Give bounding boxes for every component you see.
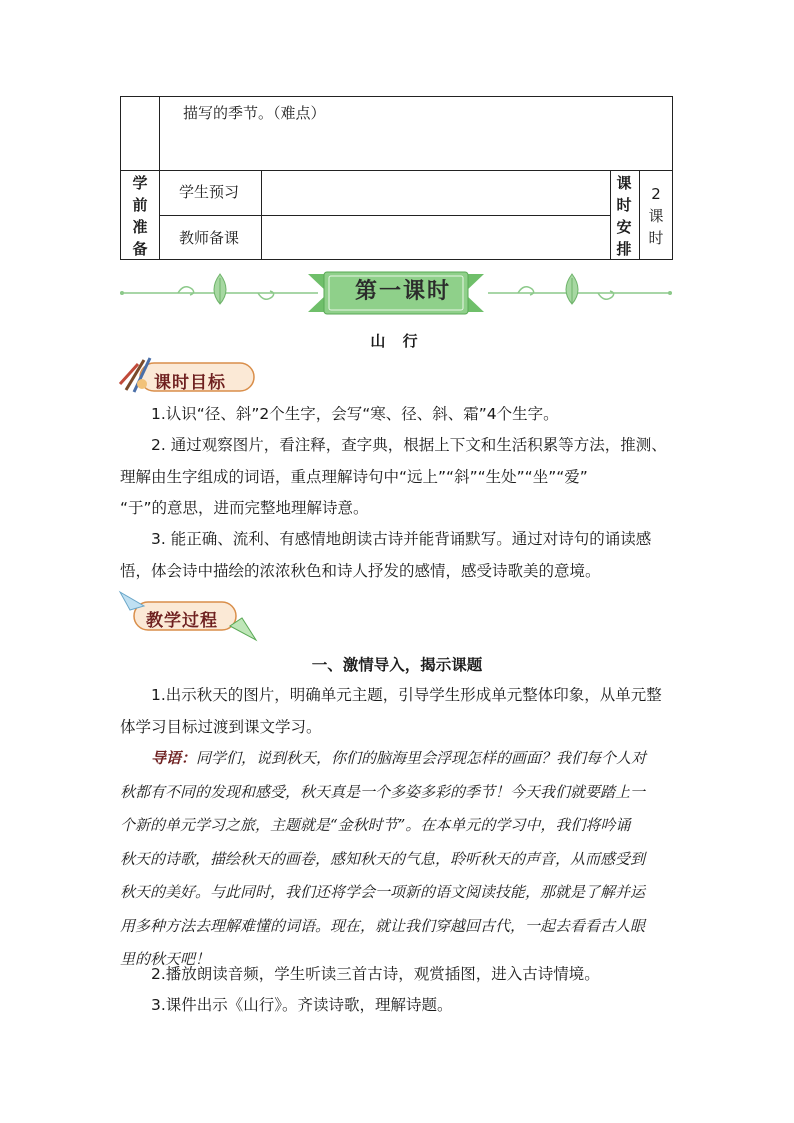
goal-item-2: 2. 通过观察图片，看注释，查字典，根据上下文和生活积累等方法，推测、 理解由生字组成的词语，重点理解诗句中“远上”“斜”“生处”“坐”“爱” “于”的意思，进而完整地理解诗意。: [120, 436, 667, 517]
schedule-label-vertical: 课 时 安 排: [616, 174, 632, 258]
guide-paragraph: 导语：同学们，说到秋天，你们的脑海里会浮现怎样的画面？我们每个人对 秋都有不同的发现和感受，秋天真是一个多姿多彩的季节！今天我们就要踏上一 个新的单元学习之旅，主题就是“金秋时节”。在本单元的学习中，我们将吟诵 秋天的诗歌，描绘秋天的画卷，感知秋天的气息，聆听秋天的声音，从而感受到 秋天的美好。与此同时，我们还将学会一项新的语文阅读技能，那就是了解并运 用多种方法去理解难懂的词语。现在，就让我们穿越回古代，一起去看看古人眼 里的秋天吧！: [120, 749, 647, 968]
section-heading: 一、激情导入，揭示课题: [311, 656, 483, 674]
schedule-value: 2 课 时: [648, 185, 664, 247]
goal-item-3: 3. 能正确、流利、有感情地朗读古诗并能背诵默写。通过对诗句的诵读感 悟，体会诗中描绘的浓浓秋色和诗人抒发的感情，感受诗歌美的意境。: [120, 530, 652, 580]
goal-item-1: 1.认识“径、斜”2个生字，会写“寒、径、斜、霜”4个生字。: [151, 405, 559, 423]
row-label-student-preview: 学生预习: [179, 183, 240, 201]
table-top-text: 描写的季节。（难点）: [183, 104, 326, 122]
leaf-icon: [566, 274, 578, 304]
table-divider: [159, 96, 160, 260]
step-3: 3.课件出示《山行》。齐读诗歌，理解诗题。: [151, 996, 453, 1014]
table-divider: [610, 170, 611, 260]
goals-badge-label: 课时目标: [154, 373, 226, 393]
row-label-teacher-prep: 教师备课: [179, 229, 240, 247]
poem-title: 山 行: [370, 332, 424, 350]
step-2: 2.播放朗读音频，学生听读三首古诗，观赏插图，进入古诗情境。: [151, 965, 600, 983]
guide-label: 导语：: [151, 749, 197, 767]
banner-title: 第一课时: [354, 278, 451, 304]
leaf-icon: [214, 274, 226, 304]
section-label-vertical: 学 前 准 备: [132, 174, 148, 258]
table-divider: [639, 170, 640, 260]
table-divider: [120, 170, 673, 171]
process-badge-label: 教学过程: [146, 611, 218, 631]
step-1: 1.出示秋天的图片，明确单元主题，引导学生形成单元整体印象，从单元整 体学习目标过渡到课文学习。: [120, 686, 662, 736]
table-divider: [159, 215, 610, 216]
